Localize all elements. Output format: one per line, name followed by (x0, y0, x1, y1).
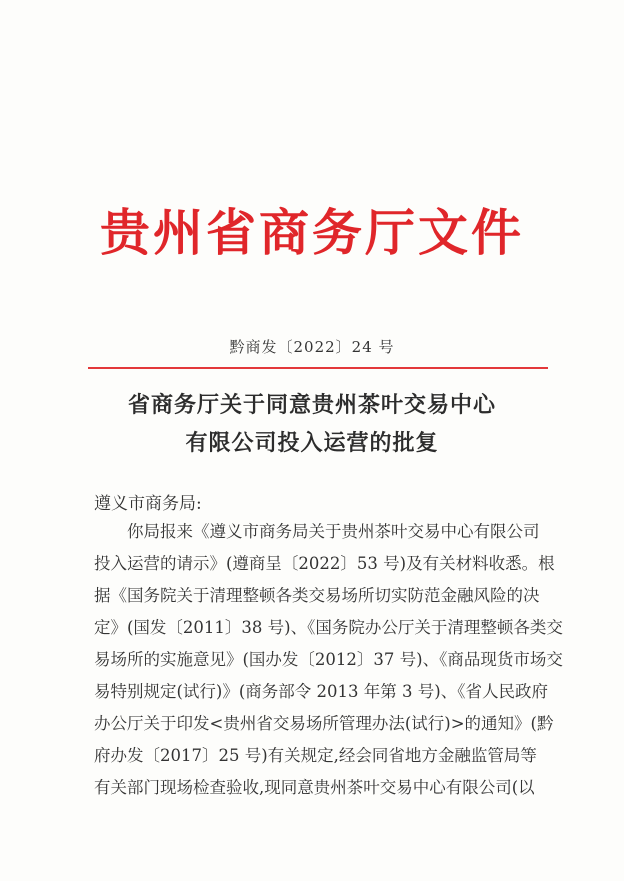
document-header-title: 贵州省商务厅文件 (100, 204, 524, 262)
document-title-line-2: 有限公司投入运营的批复 (185, 431, 439, 456)
body-line: 有关部门现场检查验收,现同意贵州茶叶交易中心有限公司(以 (94, 778, 535, 797)
document-number: 黔商发〔2022〕24 号 (229, 338, 395, 356)
body-line: 投入运营的请示》(遵商呈〔2022〕53 号)及有关材料收悉。根 (94, 554, 555, 573)
body-line: 办公厅关于印发<贵州省交易场所管理办法(试行)>的通知》(黔 (94, 714, 554, 733)
document-title-line-1: 省商务厅关于同意贵州茶叶交易中心 (127, 393, 496, 418)
body-line: 你局报来《遵义市商务局关于贵州茶叶交易中心有限公司 (94, 522, 540, 541)
header-divider (88, 367, 548, 369)
salutation: 遵义市商务局: (94, 494, 202, 514)
body-line: 据《国务院关于清理整顿各类交易场所切实防范金融风险的决 (94, 586, 540, 605)
body-line: 易场所的实施意见》(国办发〔2012〕37 号)、《商品现货市场交 (94, 650, 563, 669)
body-line: 府办发〔2017〕25 号)有关规定,经会同省地方金融监管局等 (94, 746, 537, 765)
body-line: 定》(国发〔2011〕38 号)、《国务院办公厅关于清理整顿各类交 (94, 618, 563, 637)
body-line: 易特别规定(试行)》(商务部令 2013 年第 3 号)、《省人民政府 (94, 682, 548, 701)
